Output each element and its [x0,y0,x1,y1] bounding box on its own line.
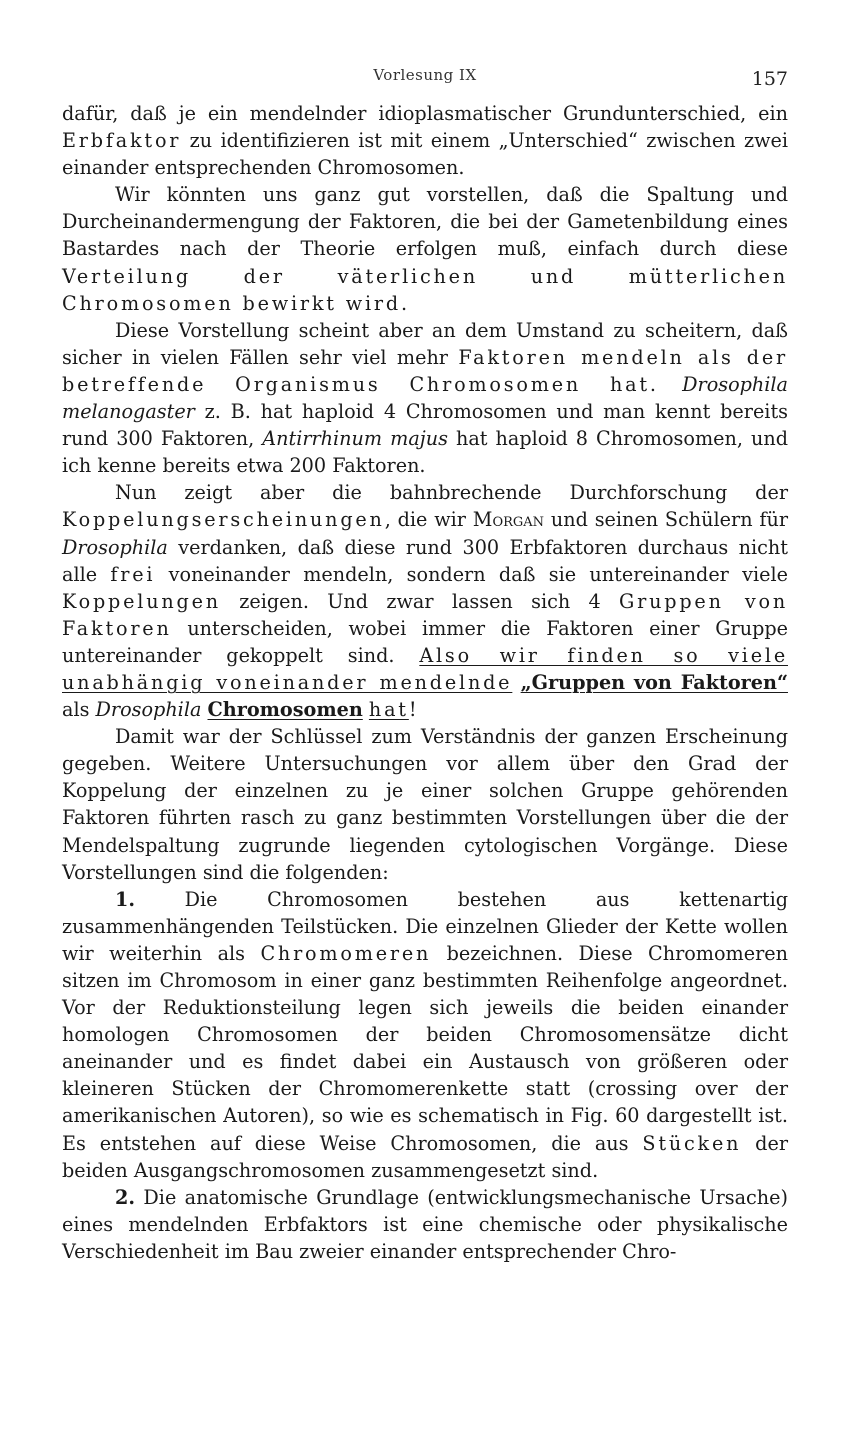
text-run: . [649,372,683,396]
text-run: bezeichnen. Diese Chromomeren sitzen im Chromosom in einer ganz bestimmten Reihenfolge angeordnet. Vor der Reduktionsteilung legen sich jeweils die beiden einander homologen Chromosomen der beiden Chromosomensätze dicht aneinander und es findet dabei ein Austausch von größeren oder kleineren Stücken der Chromomerenkette statt (crossing over der amerikanischen Autoren), so wie es schematisch in Fig. 60 dargestellt ist. Es entstehen auf diese Weise Chromosomen, die aus [62,941,788,1155]
text-run: und seinen Schülern für [544,508,789,532]
text-run [512,671,520,694]
spaced-term: Verteilung der väterlichen und mütterlichen Chromosomen bewirkt wird [62,264,788,315]
spaced-term: Chromomeren [260,941,432,965]
page-number: 157 [751,68,788,90]
species-name: Drosophila [62,535,168,559]
bold-phrase: Chromosomen [207,698,363,722]
running-title: Vorlesung IX [373,66,477,84]
spaced-term: Koppelungen [62,589,221,613]
text-run: dafür, daß je ein mendelnder idioplasmatischer Grundunterschied, ein [62,102,788,125]
text-run: , die wir [384,508,473,532]
text-run: Die anatomische Grundlage (entwicklungsmechanische Ursache) eines mendelnden Erbfaktors ist eine chemische oder physikalische Verschiedenheit im Bau zweier einander entsprechender Chro- [62,1185,788,1263]
text-run: der beiden Ausgangschromosomen zusammengesetzt sind. [62,1131,788,1182]
text-run: als [62,698,96,722]
spaced-term: Erbfaktor [62,129,182,153]
species-name: Drosophila melanogaster [62,372,788,424]
text-run: zeigen. Und zwar lassen sich 4 [220,589,619,613]
species-name: Drosophila [95,698,202,722]
text-run: voneinander mendeln, sondern daß sie untereinander viele [155,562,788,586]
body-text [62,100,788,1265]
text-run: unterscheiden, wobei immer die Faktoren einer Gruppe untereinander gekoppelt sind. [62,616,788,667]
paragraph-2 [62,181,788,316]
spaced-term: Faktoren mendeln als der betreffende Organismus Chromosomen hat [62,345,788,396]
author-name: Morgan [472,508,545,532]
text-run: Damit war der Schlüssel zum Verständnis der ganzen Erscheinung gegeben. Weitere Untersuchungen vor allem über den Grad der Koppelung der einzelnen zu je einer solchen Gruppe gehörenden Faktoren führten rasch zu ganz bestimmten Vorstellungen über die der Mendelspaltung zugrunde liegenden cytologischen Vorgänge. Diese Vorstellungen sind die folgenden: [62,725,788,884]
paragraph-7 [62,1184,788,1265]
species-name: Antirrhinum majus [262,427,448,451]
list-number: 2. [115,1185,136,1209]
spaced-term: Gruppen von Faktoren [62,589,788,640]
underlined-phrase: Also wir finden so viele unabhängig voneinander mendelnde [62,643,788,694]
paragraph-5 [62,723,788,886]
text-run: . [400,291,408,315]
spaced-term: Koppelungserscheinungen [62,508,385,532]
spaced-term: frei [110,562,156,586]
text-run: zu identifizieren ist mit einem „Unterschied“ zwischen zwei einander entsprechenden Chromosomen. [62,129,788,180]
text-run: hat haploid 8 Chromosomen, und ich kenne bereits etwa 200 Faktoren. [62,427,789,478]
paragraph-1 [62,100,788,181]
text-run: verdanken, daß diese rund 300 Erbfaktoren durchaus nicht alle [62,535,788,586]
list-number: 1. [115,887,136,911]
text-run: Diese Vorstellung scheint aber an dem Umstand zu scheitern, daß sicher in vielen Fällen sehr viel mehr [62,318,788,369]
paragraph-3 [62,317,788,480]
text-run: Nun zeigt aber die bahnbrechende Durchforschung der [115,481,788,505]
paragraph-4 [62,479,788,723]
book-page [62,60,788,1265]
bold-phrase: „Gruppen von Faktoren“ [520,670,788,694]
spaced-term: Stücken [642,1131,742,1155]
running-head [62,60,788,100]
text-run: Die Chromosomen bestehen aus kettenartig zusammenhängenden Teilstücken. Die einzelnen Glieder der Kette wollen wir weiterhin als [62,887,788,965]
text-run: z. B. hat haploid 4 Chromosomen und man kennt bereits rund 300 Faktoren, [62,400,788,451]
text-run: Wir könnten uns ganz gut vorstellen, daß die Spaltung und Durcheinandermengung der Faktoren, die bei der Gametenbildung eines Bastardes nach der Theorie erfolgen muß, einfach durch diese [62,183,788,261]
text-run: ! [408,698,417,722]
underlined-phrase: hat [368,698,409,722]
paragraph-6 [62,886,788,1184]
